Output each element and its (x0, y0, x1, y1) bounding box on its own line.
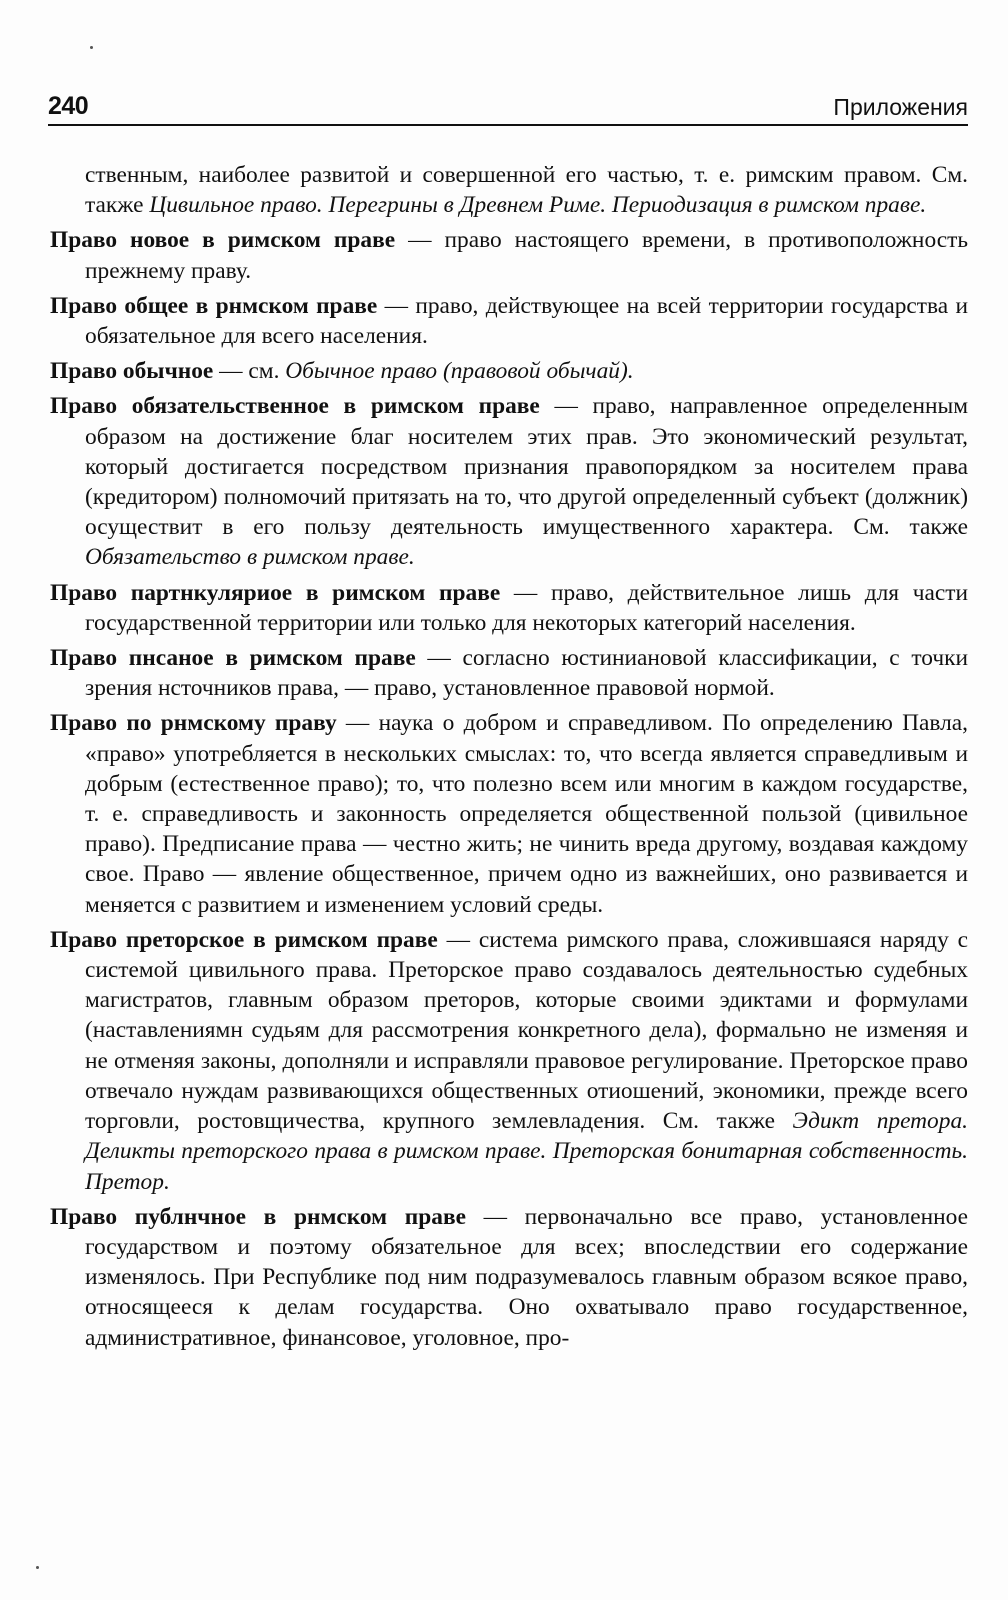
entry-term: Право по рнмскому праву (50, 710, 337, 737)
scan-speck (90, 46, 93, 49)
entry-pravo-pisanoe (50, 643, 968, 703)
entry-term: Право публнчное в рнмском праве (50, 1203, 466, 1230)
entry-cross-reference: Цивильное право. Перегрины в Древнем Риме. Периодизация в римском праве. (149, 192, 927, 219)
entry-definition: — наука о добром и справедливом. По определению Павла, «право» употребляется в нескольких смыслах: то, что всегда является справедливым и добрым (естественное право); то, что полезно всем или многим в каждом государстве, т. е. справедливость и законность определяется общественной пользой (цивильное право). Предписание права — честно жить; не чинить вреда другому, воздавая каждому свое. Право — явление общественное, причем одно из важнейших, оно развивается и меняется с развитием и изменением условий среды. (85, 710, 968, 918)
entry-definition: — право, действительное лишь для части государственной территории или только для некоторых категорий населения. (85, 579, 968, 636)
entry-pravo-partikulyarnoe (50, 578, 968, 638)
entry-continuation (50, 160, 968, 220)
scan-speck (36, 1566, 39, 1569)
entry-definition: — система римского права, сложившаяся наряду с системой цивильного права. Преторское право создавалось деятельностью судебных магистратов, главным образом преторов, которые своими эдиктами и формулами (наставлениямн судьям для рассмотрения конкретного дела), формально не изменяя и не отменяя законы, дополняли и исправляли правовое регулирование. Преторское право отвечало нуждам развивающихся общественных отиошений, экономики, прежде всего торговли, ростовщичества, крупного землевладения. См. также (85, 926, 968, 1135)
entry-pravo-novoe (50, 225, 968, 285)
entry-pravo-obshchee (50, 291, 968, 351)
entry-cross-reference: Обязательство в римском праве. (85, 544, 415, 571)
entry-definition: ственным, наиболее развитой и совершенной его частью, т. е. римским правом. См. также (85, 162, 968, 219)
entry-term: Право общее в рнмском праве (50, 292, 378, 319)
entry-pravo-obychnoe (50, 356, 968, 386)
entry-pravo-po-rimskomu-pravu (50, 708, 968, 919)
entry-cross-reference: Эдикт претора. Деликты преторского права в римском праве. Преторская бонитарная собственность. Претор. (85, 1108, 968, 1195)
entry-definition: — право, направленное определенным образом на достижение благ носителем этих прав. Это экономический результат, который достигается посредством признания правопорядком за носителем права (кредитором) полномочий притязать на то, что другой определенный субъект (должник) осуществит в его пользу деятельность имущественного характера. См. также (85, 393, 968, 541)
entry-term: Право пнсаное в римском праве (50, 645, 416, 672)
entry-definition: — см. (213, 358, 286, 385)
entry-pravo-publichnoe (50, 1202, 968, 1353)
dictionary-text (50, 160, 968, 1358)
running-head: Приложения (833, 94, 968, 120)
entry-term: Право преторское в римском праве (50, 926, 438, 953)
page-header (48, 88, 968, 126)
entry-cross-reference: Обычное право (правовой обычай). (285, 358, 634, 385)
page-number: 240 (48, 92, 89, 120)
entry-definition: — право, действующее на всей территории государства и обязательное для всего населения. (85, 292, 968, 350)
entry-term: Право новое в римском праве (50, 227, 396, 254)
entry-pravo-obyazatelstvennoe (50, 391, 968, 572)
entry-definition: — первоначально все право, установленное государством и поэтому обязательное для всех; впоследствии его содержание изменялось. При Республике под ним подразумевалось главным образом всякое право, относящееся к делам государства. Оно охватывало право государственное, административное, финансовое, уголовное, про- (85, 1203, 968, 1351)
entry-definition: — согласно юстиниановой классификации, с точки зрения нсточников права, — право, установленное правовой нормой. (85, 645, 968, 702)
entry-term: Право партнкуляриое в римском праве (50, 579, 501, 606)
entry-term: Право обязательственное в римском праве (50, 393, 540, 420)
entry-definition: — право настоящего времени, в противоположность прежнему праву. (85, 227, 968, 284)
entry-term: Право обычное (50, 358, 214, 385)
entry-pravo-pretorskoe (50, 925, 968, 1197)
